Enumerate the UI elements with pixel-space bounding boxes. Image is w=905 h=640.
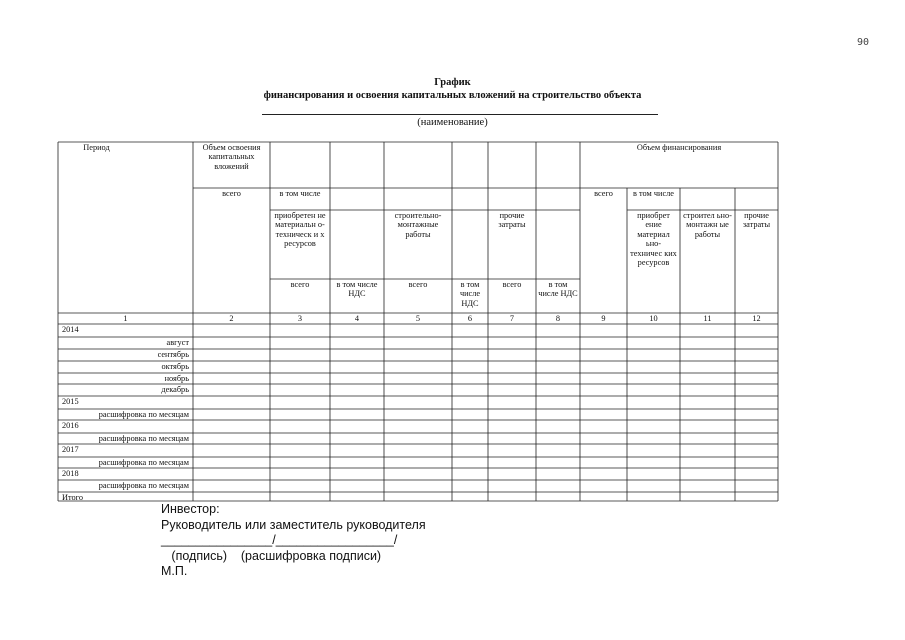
header-construction-left: строительно- монтажные работы [394, 211, 442, 239]
row-label: ноябрь [164, 374, 189, 383]
row-label: 2018 [62, 469, 79, 478]
column-number-8: 8 [555, 314, 561, 323]
row-label: расшифровка по месяцам [98, 481, 189, 490]
signature-captions: (подпись) (расшифровка подписи) [161, 548, 382, 563]
column-number-9: 9 [601, 314, 606, 323]
header-total-3: всего [290, 280, 310, 289]
row-label: октябрь [161, 362, 189, 371]
header-total-right: всего [594, 189, 613, 198]
header-vat-6: в том числе НДС [459, 280, 481, 308]
page-number: 90 [856, 37, 869, 48]
head-label: Руководитель или заместитель руководителя [161, 517, 426, 532]
column-number-11: 11 [703, 314, 712, 323]
row-label: август [166, 338, 189, 347]
row-label: 2017 [62, 445, 79, 454]
object-name-caption: (наименование) [417, 117, 488, 128]
header-other-left: прочие затраты [498, 211, 526, 230]
title-line-2: финансирования и освоения капитальных вложений на строительство объекта [263, 90, 642, 101]
column-number-1: 1 [123, 314, 128, 323]
column-number-12: 12 [752, 314, 761, 323]
row-label: расшифровка по месяцам [98, 410, 189, 419]
row-label: декабрь [161, 385, 189, 394]
header-vat-4: в том числе НДС [336, 280, 378, 299]
signature-line: ________________/_________________/ [161, 533, 398, 547]
header-including-right: в том числе [633, 189, 674, 198]
row-label: 2016 [62, 421, 79, 430]
column-number-10: 10 [649, 314, 658, 323]
column-number-4: 4 [354, 314, 360, 323]
title-line-1: График [434, 77, 471, 88]
header-volume-development: Объем освоения капитальных вложений [202, 143, 261, 171]
header-total-7: всего [502, 280, 522, 289]
document-title [0, 76, 905, 102]
column-number-5: 5 [415, 314, 421, 323]
investor-label: Инвестор: [161, 502, 220, 516]
row-label: сентябрь [157, 350, 189, 359]
header-other-right: прочие затраты [742, 211, 771, 230]
header-materials-right: приобрет ение материал ьно- техничес ких ресурсов [630, 211, 677, 268]
column-number-7: 7 [509, 314, 515, 323]
column-number-6: 6 [467, 314, 473, 323]
header-vat-8: в том числе НДС [538, 280, 578, 299]
row-label: 2015 [62, 397, 79, 406]
object-name-line [262, 114, 658, 115]
header-including-left: в том числе [279, 189, 321, 198]
stamp-label: М.П. [161, 564, 188, 578]
column-number-3: 3 [297, 314, 303, 323]
header-construction-right: строител ьно- монтажн ые работы [683, 211, 732, 239]
header-total-left: всего [222, 189, 241, 198]
row-label: 2014 [62, 325, 79, 334]
row-label: расшифровка по месяцам [98, 434, 189, 443]
header-total-5: всего [408, 280, 428, 289]
header-materials-left: приобретен не материальн о- техническ и х ресурсов [274, 211, 326, 249]
row-label: расшифровка по месяцам [98, 458, 189, 467]
header-period: Период [83, 143, 110, 152]
row-label: Итого [62, 493, 84, 502]
column-number-2: 2 [229, 314, 234, 323]
header-volume-financing: Объем финансирования [636, 143, 722, 152]
signature-block [161, 502, 426, 580]
